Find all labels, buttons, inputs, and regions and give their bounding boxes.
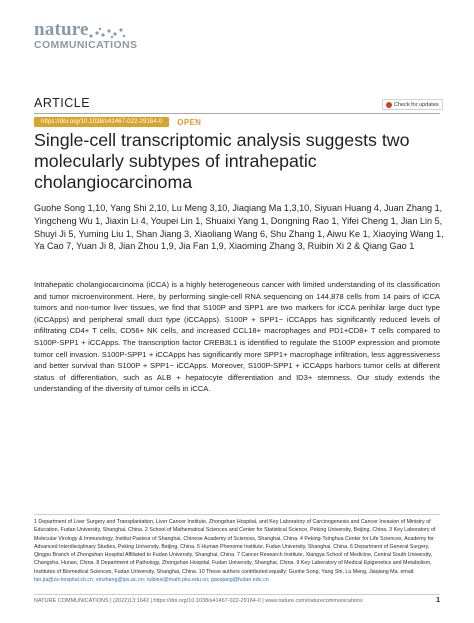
affiliations-text: 1 Department of Liver Surgery and Transplantation, Liver Cancer Institute, Zhongshan Hospital, and Key Laboratory of Carcinogenesis and Cancer Invasion of Ministry of Education, Fudan University, Shanghai, China. 2 School of Mathematical Sciences and Center for Statistical Science, Peking University, Beijing, China. 3 Key Laboratory of Molecular Virology & Immunology, Institut Pasteur of Shanghai, Chinese Academy of Sciences, Shanghai, China. 4 Peking-Tsinghua Center for Life Sciences, Academy for Advanced Interdisciplinary Studies, Peking University, Beijing, China. 5 Human Phenome Institute, Fudan University, Shanghai, China. 6 Department of General Surgery, Qingpu Branch of Zhongshan Hospital Affiliated to Fudan University, Shanghai, China. 7 Cancer Research Institute, Xiangya School of Medicine, Central South University, Changsha, Hunan, China. 8 Department of Pathology, Zhongshan Hospital, Fudan University, Shanghai, China. 9 Key Laboratory of Medical Epigenetics and Metabolism, Institutes of Biomedical Sciences, Fudan University, Shanghai, China. 10 These authors contributed equally: Guohe Song, Yang Shi, Lu Meng, Jiaqiang Ma. email: [34, 519, 436, 575]
affiliations-footnote [34, 518, 440, 584]
doi-link[interactable]: https://doi.org/10.1038/s41467-022-29164-0 [34, 117, 169, 127]
article-title: Single-cell transcriptomic analysis suggests two molecularly subtypes of intrahepatic cholangiocarcinoma [34, 130, 410, 192]
abstract: Intrahepatic cholangiocarcinoma (iCCA) is a highly heterogeneous cancer with limited understanding of its classification and tumor microenvironment. Here, by performing single-cell RNA sequencing on 144,878 cells from 14 pairs of iCCA tumors and non-tumor liver tissues, we find that S100P and SPP1 are two markers for iCCA perihilar large duct type (iCCApps) and peripheral small duct type (iCCApps). S100P + SPP1− iCCApps has significantly reduced levels of infiltrating CD4+ T cells, CD56+ NK cells, and increased CCL18+ macrophages and PD1+CD8+ T cells compared to S100P-SPP1 + iCCApps. The transcription factor CREB3L1 is identified to regulate the S100P expression and promote tumor cell invasion. S100P-SPP1 + iCCApps has significantly more SPP1+ macrophage infiltration, less aggressiveness and better survival than S100P + SPP1− iCCApps. Moreover, S100P-SPP1 + iCCApps harbors tumor cells at different status of differentiation, such as ALB + hepatocyte differentiation and ID3+ stemness. Our study extends the understanding of the diversity of tumor cells in iCCA. [34, 280, 440, 394]
open-access-label: OPEN [177, 117, 202, 127]
article-type-label: ARTICLE [34, 96, 91, 110]
footer-rule [34, 594, 440, 595]
doi-row [34, 117, 201, 127]
journal-logo [34, 20, 137, 51]
logo-dots-icon [88, 26, 128, 40]
footer-citation[interactable]: NATURE COMMUNICATIONS | (2022)13:1642 | https://doi.org/10.1038/s41467-022-29164-0 | www.nature.com/naturecommunications [34, 597, 363, 604]
logo-word-communications: COMMUNICATIONS [34, 39, 138, 51]
logo-word-nature: nature [34, 19, 89, 40]
update-icon [386, 102, 392, 108]
header-rule [34, 113, 440, 114]
page-footer [34, 597, 440, 604]
email-links[interactable]: fan.jia@zs-hospital.sh.cn; xmzhang@ips.ac.cn; ruibinxi@math.pku.edu.cn; gaoqiang@fudan.edu.cn [34, 577, 269, 584]
check-for-updates-button[interactable] [382, 99, 443, 110]
footnote-rule [34, 514, 440, 515]
page-number: 1 [436, 597, 440, 604]
author-list: Guohe Song 1,10, Yang Shi 2,10, Lu Meng 3,10, Jiaqiang Ma 1,3,10, Siyuan Huang 4, Juan Zhang 1, Yingcheng Wu 1, Jiaxin Li 4, Youpei Lin 1, Shuaixi Yang 1, Dongning Rao 1, Yifei Cheng 1, Jian Lin 5, Shuyi Ji 5, Yuming Liu 1, Shan Jiang 3, Xiaoliang Wang 6, Shu Zhang 1, Aiwu Ke 1, Xiaoying Wang 1, Ya Cao 7, Yuan Ji 8, Jian Zhou 1,9, Jia Fan 1,9, Xiaoming Zhang 3, Ruibin Xi 2 & Qiang Gao 1 [34, 203, 444, 252]
check-updates-label: Check for updates [394, 101, 439, 108]
